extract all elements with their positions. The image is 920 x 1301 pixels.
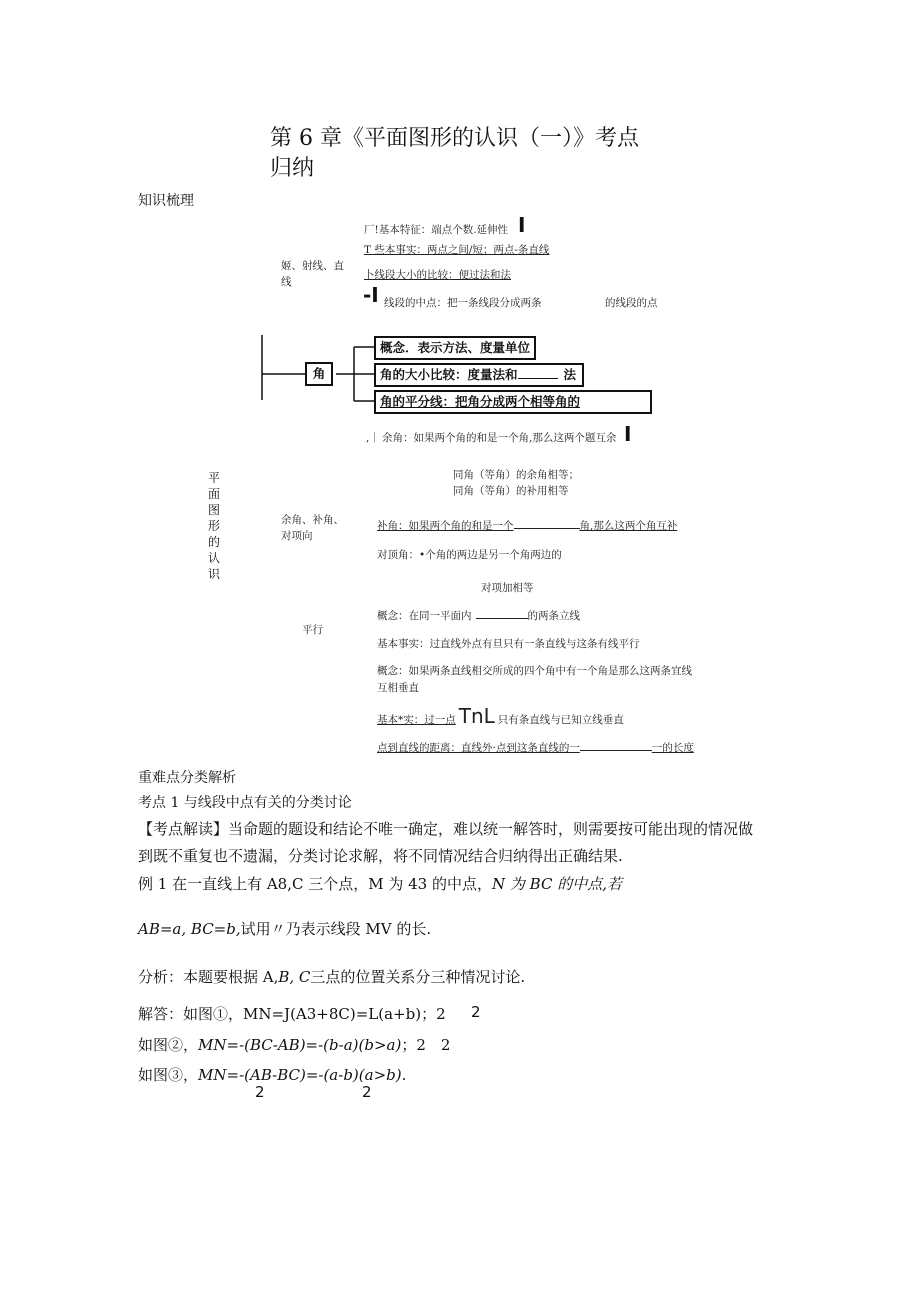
answer-3-b: MN=-(AB-BC)=-(a-b)(a>b). xyxy=(198,1066,407,1084)
group1-item-5: 的线段的点 xyxy=(605,297,658,309)
group4-perp-a: 基本*实：过一点 xyxy=(377,714,456,726)
group3-complement-prefix: ,｜ xyxy=(366,432,380,444)
section-analysis: 重难点分类解析 xyxy=(138,770,236,786)
group4-perp-b: 只有条直线与已知立线垂直 xyxy=(497,714,624,726)
group3-complement-mark: I xyxy=(624,422,632,446)
group1-label: 姬、射线、直线 xyxy=(281,260,344,288)
angle-box-concept: 概念．表示方法、度量单位 xyxy=(374,336,536,360)
group3-prop-2: 同角（等角）的补用相等 xyxy=(453,485,569,497)
answer-3-denominator-1: 2 xyxy=(255,1083,265,1101)
group1-item-2: T 些本事实：两点之间/短；两点-条直线 xyxy=(364,244,550,256)
example-1-line2-b: 试用〃乃表示线段 MV 的长. xyxy=(240,920,432,938)
group4-concept-blank xyxy=(476,608,528,619)
analysis-b: B, C xyxy=(278,968,311,986)
group3-prop-1: 同角（等角）的余角相等； xyxy=(453,469,579,481)
angle-box-compare xyxy=(374,363,584,387)
answer-2-b: MN=-(BC-AB)=-(b-a)(b>a) xyxy=(198,1036,402,1054)
group3-vertical-b: 对项加相等 xyxy=(481,582,534,594)
angle-compare-blank xyxy=(518,366,558,379)
analysis-text xyxy=(138,966,525,987)
answer-2-a: 如图②， xyxy=(138,1036,199,1054)
kp1-reading: 【考点解读】当命题的题设和结论不唯一确定，难以统一解答时，则需要按可能出现的情况做 xyxy=(138,820,754,838)
group4-dist-a: 点到直线的距离：直线外·点到这条直线的一 xyxy=(377,742,580,754)
group4-perp xyxy=(377,704,624,728)
group4-item-3: 概念：如果两条直线相交所成的四个角中有一个角是那么这两条宜线 xyxy=(377,665,692,677)
group3-supplement-text2: 角,那么这两个角互补 xyxy=(579,520,678,532)
page-title: 第 6 章《平面图形的认识（一）》考点 xyxy=(270,126,639,151)
angle-box-bisector-text: 角的平分线：把角分成两个相等角的 xyxy=(380,394,581,409)
group4-dist-blank xyxy=(580,740,652,751)
group3-vertical-a: 对顶角：•个角的两边是另一个角两边的 xyxy=(377,549,562,561)
example-1-line2-a: AB=a, BC=b, xyxy=(138,920,241,938)
example-1-a: 例 1 在一直线上有 A8,C 三个点，M 为 43 的中点， xyxy=(138,875,492,893)
answer-3 xyxy=(138,1064,406,1085)
group4-item-2: 基本事实：过直线外点有旦只有一条直线与这条有线平行 xyxy=(377,638,640,650)
answer-1: 解答：如图①，MN=J(A3+8C)=L(a+b)；2 xyxy=(138,1005,446,1023)
group1-item-1: 厂!基本特征：端点个数.延伸性 xyxy=(364,224,509,236)
group3-supplement-blank xyxy=(514,518,580,529)
group4-dist-b: 一的长度 xyxy=(651,742,694,754)
angle-box-compare-suffix: 法 xyxy=(563,367,577,382)
analysis-a: 分析：本题要根据 A, xyxy=(138,968,279,986)
example-1-line2 xyxy=(138,918,431,939)
group1-bar-mark: I xyxy=(518,213,526,237)
group4-dist xyxy=(377,740,694,755)
page-title-line2: 归纳 xyxy=(270,156,315,181)
answer-2-c: ；2 2 xyxy=(401,1036,451,1054)
angle-box-compare-text: 角的大小比较：度量法和 xyxy=(380,367,518,382)
group4-perp-big: TnL xyxy=(458,704,495,728)
kp1-heading: 考点 1 与线段中点有关的分类讨论 xyxy=(138,795,352,811)
group4-item-4: 互相垂直 xyxy=(377,682,419,694)
group3-supplement xyxy=(377,518,677,533)
group3-complement: 余角：如果两个角的和是一个角,那么这两个题互余 xyxy=(382,432,617,444)
group1-dash-mark: -I xyxy=(363,283,379,307)
answer-1-denominator: 2 xyxy=(471,1003,481,1021)
answer-3-denominator-2: 2 xyxy=(362,1083,372,1101)
group4-label: 平行 xyxy=(302,624,323,636)
analysis-c: 三点的位置关系分三种情况讨论. xyxy=(310,968,526,986)
group3-supplement-text1: 补角：如果两个角的和是一个 xyxy=(377,520,514,532)
group1-item-3: 卜线段大小的比较：便过法和法 xyxy=(364,269,511,281)
angle-node: 角 xyxy=(305,362,333,386)
group3-label: 余角、补角、对项向 xyxy=(281,514,344,542)
vertical-label: 平面图形的认识 xyxy=(207,471,220,581)
group4-concept-suffix: 的两条立线 xyxy=(527,610,580,622)
group4-item-1 xyxy=(377,608,580,623)
answer-3-a: 如图③， xyxy=(138,1066,199,1084)
kp1-reading-2: 到既不重复也不遗漏，分类讨论求解，将不同情况结合归纳得出正确结果. xyxy=(138,847,623,865)
example-1-b: N 为 BC 的中点,若 xyxy=(492,875,622,893)
group4-concept-text: 概念：在同一平面内 xyxy=(377,610,472,622)
group1-item-4: 线段的中点：把一条线段分成两条 xyxy=(384,297,542,309)
answer-2 xyxy=(138,1034,450,1055)
angle-box-bisector xyxy=(374,390,652,414)
example-1 xyxy=(138,873,622,894)
section-knowledge: 知识梳理 xyxy=(138,193,194,209)
